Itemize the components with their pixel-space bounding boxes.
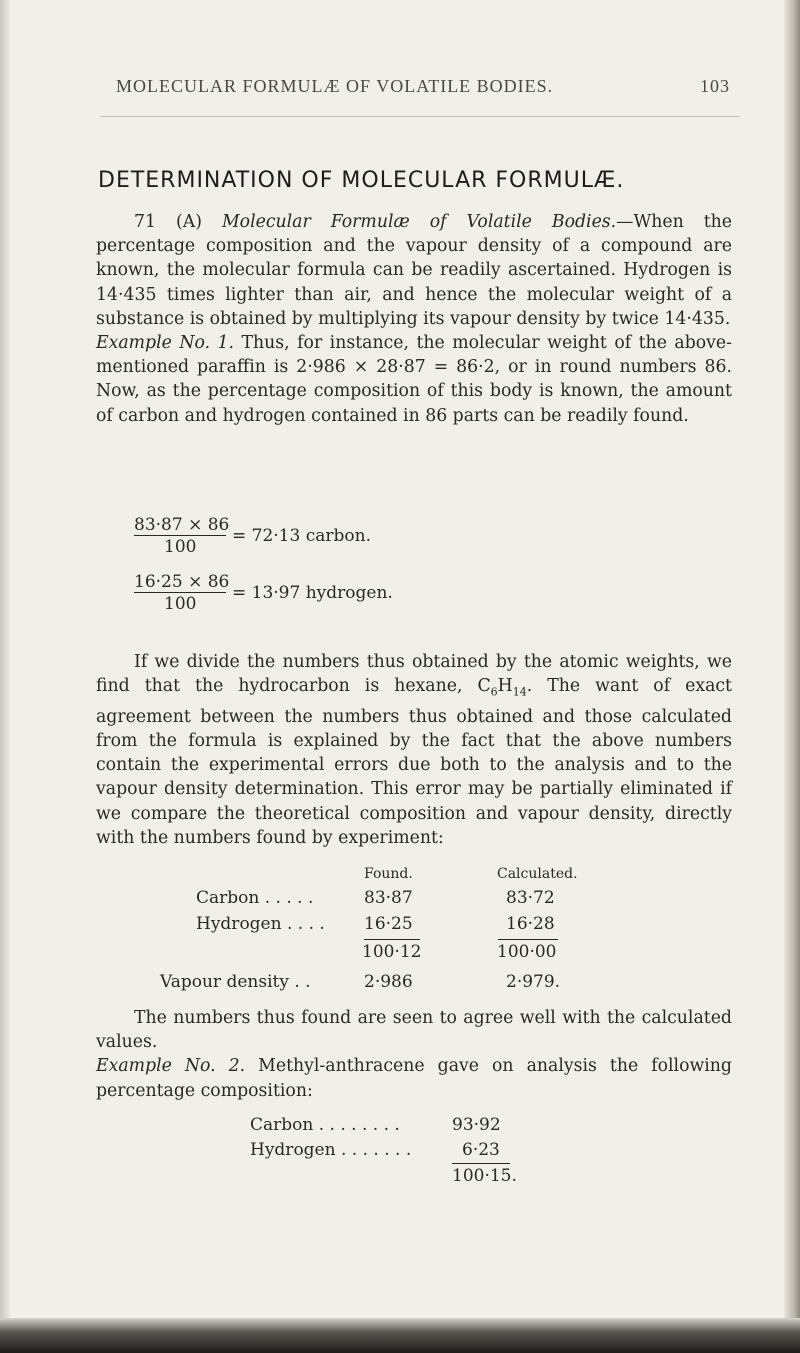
equation-result: = 13·97 hydrogen. xyxy=(232,583,393,603)
hydrogen-calculated: 16·28 xyxy=(506,914,555,934)
carbon-calculated: 83·72 xyxy=(506,888,555,908)
paragraph-conclusion xyxy=(96,1006,732,1103)
row-label-carbon: Carbon . . . . . xyxy=(196,888,314,908)
row-label-hydrogen: Hydrogen . . . . xyxy=(196,914,325,934)
formula-subscript-6: 6 xyxy=(490,685,498,699)
page-number: 103 xyxy=(700,76,730,96)
formula-subscript-14: 14 xyxy=(512,685,527,699)
equation-denominator: 100 xyxy=(164,594,197,614)
header-found: Found. xyxy=(364,866,413,882)
sum-rule-calculated xyxy=(498,939,558,940)
equation-result: = 72·13 carbon. xyxy=(232,526,371,546)
carbon-found: 83·87 xyxy=(364,888,413,908)
hydrogen-value: 6·23 xyxy=(462,1140,500,1160)
example-2-text: Methyl-anthracene gave on analysis the following percentage composition: xyxy=(96,1056,732,1101)
example-2-label: Example No. 2. xyxy=(96,1056,246,1077)
conclusion-text: The numbers thus found are seen to agree well with the calculated values. xyxy=(96,1008,732,1053)
page-edge-left xyxy=(0,0,10,1353)
paragraph-discussion xyxy=(96,650,732,850)
row-label-hydrogen: Hydrogen . . . . . . . xyxy=(250,1140,412,1160)
hydrogen-found: 16·25 xyxy=(364,914,413,934)
page-bottom-shadow xyxy=(0,1318,800,1353)
section-heading: DETERMINATION OF MOLECULAR FORMULÆ. xyxy=(98,168,625,193)
total-found: 100·12 xyxy=(362,942,422,962)
sum-rule xyxy=(452,1163,510,1164)
discussion-text-continued: . The want of exact agreement between the numbers thus obtained and those calculated from the formula is explained by the fact that the above numbers contain the experimental errors due both to the analysis and to the vapour density determination. This error may be partially eliminated if we compare the theoretical composition and vapour density, directly with the numbers found by experiment: xyxy=(96,676,732,848)
paragraph-text: —When the percentage composition and the vapour density of a compound are known, the molecular formula can be readily ascertained. Hydrogen is 14·435 times lighter than air, and hence the molecular weight of a substance is obtained by multiplying its vapour density by twice 14·435. xyxy=(96,212,733,329)
carbon-value: 93·92 xyxy=(452,1115,501,1135)
paragraph-intro xyxy=(96,210,732,428)
sum-rule-found xyxy=(364,939,420,940)
paragraph-number: 71 (A) xyxy=(134,212,222,232)
row-label-carbon: Carbon . . . . . . . . xyxy=(250,1115,400,1135)
vapour-found: 2·986 xyxy=(364,972,413,992)
fraction-bar xyxy=(134,535,226,536)
equation-numerator: 16·25 × 86 xyxy=(134,572,230,592)
total-calculated: 100·00 xyxy=(497,942,557,962)
example-text: Thus, for instance, the molecular weight of the above-mentioned paraffin is 2·986 × 28·87 = 86·2, or in round numbers 86. Now, as the percentage composition of this body is known, the amount of carbon and hydrogen contained in 86 parts can be readily found. xyxy=(96,333,732,426)
equation-denominator: 100 xyxy=(164,537,197,557)
running-head-title: MOLECULAR FORMULÆ OF VOLATILE BODIES. xyxy=(116,76,554,96)
vapour-calculated: 2·979. xyxy=(506,972,561,992)
header-rule xyxy=(100,116,740,117)
total-value: 100·15. xyxy=(452,1166,517,1186)
formula-h: H xyxy=(497,676,513,697)
fraction-bar xyxy=(134,592,226,593)
example-label: Example No. 1. xyxy=(96,333,235,354)
equation-numerator: 83·87 × 86 xyxy=(134,515,230,535)
row-label-vapour-density: Vapour density . . xyxy=(160,972,311,992)
discussion-text: If we divide the numbers thus obtained by the atomic weights, we find that the hydrocarbon is hexane, C xyxy=(96,652,732,697)
paragraph-italic-title: Molecular Formulæ of Volatile Bodies. xyxy=(221,212,617,232)
page-edge-right xyxy=(784,0,800,1353)
header-calculated: Calculated. xyxy=(497,866,578,882)
